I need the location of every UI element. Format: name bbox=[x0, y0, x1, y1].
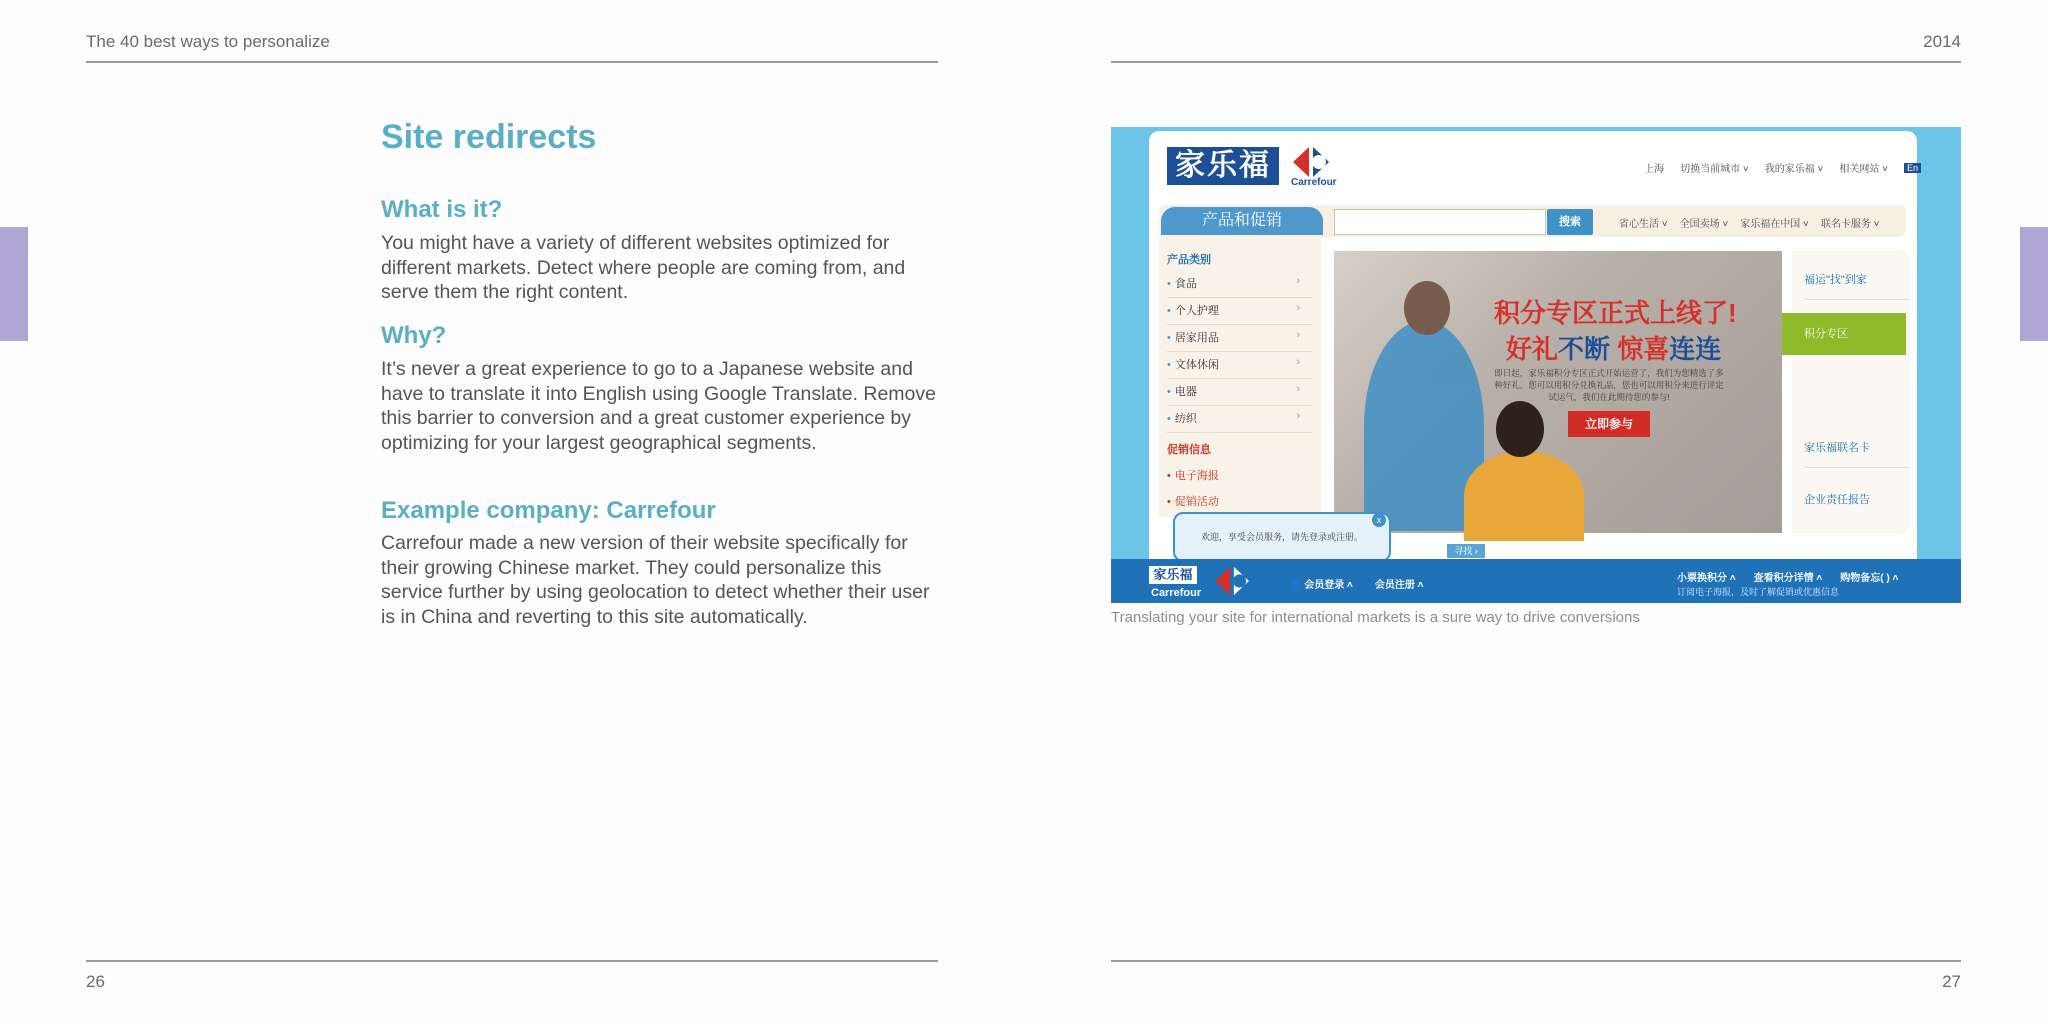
carrefour-logo-icon bbox=[1211, 565, 1253, 597]
top-rule-right bbox=[1111, 61, 1961, 63]
feature-menu-item[interactable]: 福运"找"到家 bbox=[1804, 271, 1908, 300]
footer-link[interactable]: 购物备忘( ) ˄ bbox=[1840, 573, 1899, 584]
bullet-icon: • bbox=[1167, 332, 1171, 344]
page-number-left: 26 bbox=[86, 972, 105, 991]
product-menu-head bbox=[1167, 251, 1211, 267]
banner-photo-woman bbox=[1464, 451, 1584, 541]
screenshot-search-button[interactable]: 搜索 bbox=[1547, 209, 1593, 235]
section-body-why: It’s never a great experience to go to a Japanese website and have to translate it into English using Google Translate. Remove this barrier to conversion and a great customer experience by optimizing for your largest geographical segments. bbox=[381, 358, 936, 454]
bullet-icon: • bbox=[1167, 386, 1171, 398]
feature-menu-item[interactable]: 企业责任报告 bbox=[1804, 494, 1870, 506]
bottom-rule-right bbox=[1111, 960, 1961, 962]
running-head-year: 2014 bbox=[1923, 32, 1961, 51]
product-menu-label: 个人护理 bbox=[1174, 305, 1219, 317]
catnav-item[interactable]: 家乐福在中国 ˅ bbox=[1740, 219, 1809, 230]
bullet-icon: • bbox=[1167, 278, 1171, 290]
member-register-link[interactable]: 会员注册 ˄ bbox=[1374, 580, 1424, 591]
product-menu-item[interactable] bbox=[1167, 383, 1312, 406]
footer-link[interactable]: 查看积分详情 ˄ bbox=[1753, 573, 1823, 584]
running-head-title: The 40 best ways to personalize bbox=[86, 32, 330, 51]
section-heading-what: What is it? bbox=[381, 196, 503, 223]
user-icon: 👤 bbox=[1289, 580, 1305, 591]
catnav-item[interactable]: 省心生活 ˅ bbox=[1619, 219, 1668, 230]
bullet-icon: • bbox=[1167, 413, 1171, 425]
product-menu-item[interactable] bbox=[1167, 275, 1312, 298]
carrefour-logo-cn: 家乐福 bbox=[1167, 147, 1279, 185]
promo-menu-label: 促销活动 bbox=[1174, 496, 1219, 508]
bullet-icon: • bbox=[1167, 359, 1171, 371]
section-body-what: You might have a variety of different websites optimized for different markets. Detect where people are coming from, and serve them the right content. bbox=[381, 232, 906, 303]
topnav-related-sites[interactable]: 相关网站 ˅ bbox=[1839, 164, 1888, 175]
promo-menu-label: 电子海报 bbox=[1174, 470, 1219, 482]
catnav-item[interactable]: 全国卖场 ˅ bbox=[1679, 219, 1729, 230]
banner-join-button[interactable]: 立即参与 bbox=[1568, 411, 1650, 437]
category-pill[interactable]: 产品和促销 bbox=[1161, 207, 1323, 235]
carrefour-logo-icon bbox=[1289, 145, 1333, 179]
side-tab-right bbox=[2020, 227, 2048, 341]
product-menu-item[interactable] bbox=[1167, 356, 1312, 379]
category-nav bbox=[1619, 215, 1880, 230]
banner-sub-part: 不断 bbox=[1558, 334, 1611, 364]
footer-link[interactable]: 小票换积分 ˄ bbox=[1677, 573, 1736, 584]
product-menu-label: 电器 bbox=[1174, 386, 1197, 398]
bullet-icon: • bbox=[1167, 470, 1171, 482]
product-menu-label: 文体休闲 bbox=[1174, 359, 1219, 371]
product-menu-label: 食品 bbox=[1174, 278, 1197, 290]
product-menu-label: 纺织 bbox=[1174, 413, 1197, 425]
footer-member-links bbox=[1289, 576, 1423, 591]
close-icon[interactable]: x bbox=[1372, 513, 1386, 527]
footer-subscribe-text[interactable]: 订阅电子海报，及时了解促销或优惠信息 bbox=[1677, 587, 1840, 597]
promo-menu-head: 促销信息 bbox=[1167, 444, 1211, 456]
footer-right-links bbox=[1677, 569, 1898, 584]
bottom-search-button[interactable]: 寻找 › bbox=[1447, 544, 1485, 558]
product-menu-label: 居家用品 bbox=[1174, 332, 1219, 344]
topnav-switch-city[interactable]: 切换当前城市 ˅ bbox=[1680, 164, 1749, 175]
footer-logo-cn: 家乐福 bbox=[1149, 566, 1197, 584]
bottom-rule-left bbox=[86, 960, 938, 962]
promo-banner[interactable] bbox=[1334, 251, 1782, 533]
banner-sub-part: 惊喜 bbox=[1610, 334, 1670, 364]
topnav-english[interactable]: En bbox=[1904, 163, 1921, 173]
welcome-popup: 欢迎，享受会员服务，请先登录或注册。 bbox=[1173, 512, 1391, 562]
page-title: Site redirects bbox=[381, 118, 597, 156]
feature-menu-item-active[interactable]: 积分专区 bbox=[1782, 313, 1906, 355]
topnav-city[interactable]: 上海 bbox=[1644, 164, 1665, 175]
member-login-label: 会员登录 ˄ bbox=[1304, 580, 1353, 591]
product-menu-item[interactable] bbox=[1167, 302, 1312, 325]
section-heading-why: Why? bbox=[381, 322, 447, 349]
bullet-icon: • bbox=[1167, 496, 1171, 508]
bullet-icon: • bbox=[1167, 305, 1171, 317]
member-login-link[interactable] bbox=[1289, 576, 1353, 591]
catnav-item[interactable]: 联名卡服务 ˅ bbox=[1820, 219, 1880, 230]
section-heading-example: Example company: Carrefour bbox=[381, 497, 716, 524]
product-menu bbox=[1159, 237, 1321, 517]
screenshot-search-input[interactable] bbox=[1334, 209, 1546, 235]
feature-menu bbox=[1792, 251, 1910, 533]
banner-subheadline bbox=[1506, 329, 1721, 366]
banner-sub-part: 连连 bbox=[1669, 334, 1722, 364]
product-menu-item[interactable] bbox=[1167, 410, 1312, 433]
banner-body: 即日起，家乐福积分专区正式开始运营了，我们为您精选了多种好礼，您可以用积分兑换礼品，您也可以用积分来进行评定试运气，我们在此期待您的参与! bbox=[1494, 368, 1724, 402]
banner-sub-part: 好礼 bbox=[1506, 334, 1559, 364]
screenshot-topnav bbox=[1644, 160, 1921, 175]
carrefour-screenshot bbox=[1111, 127, 1961, 603]
page-number-right: 27 bbox=[1942, 972, 1961, 991]
promo-menu-item[interactable] bbox=[1167, 467, 1219, 483]
section-body-example: Carrefour made a new version of their website specifically for their growing Chinese market. They could personalize this service further by using geolocation to detect whether their user is in China and reverting to this site automatically. bbox=[381, 532, 930, 628]
side-tab-left bbox=[0, 227, 28, 341]
top-rule-left bbox=[86, 61, 938, 63]
screenshot-footer bbox=[1111, 559, 1961, 603]
footer-logo-en: Carrefour bbox=[1151, 587, 1202, 599]
feature-menu-item[interactable]: 家乐福联名卡 bbox=[1804, 439, 1908, 468]
product-menu-head-label: 产品类别 bbox=[1167, 254, 1211, 266]
topnav-my-carrefour[interactable]: 我的家乐福 ˅ bbox=[1764, 164, 1824, 175]
product-menu-item[interactable] bbox=[1167, 329, 1312, 352]
carrefour-logo-en: Carrefour bbox=[1291, 177, 1337, 188]
figure-caption: Translating your site for international markets is a sure way to drive conversions bbox=[1111, 609, 1640, 626]
banner-headline: 积分专区正式上线了! bbox=[1494, 298, 1737, 328]
promo-menu-item[interactable] bbox=[1167, 493, 1219, 509]
